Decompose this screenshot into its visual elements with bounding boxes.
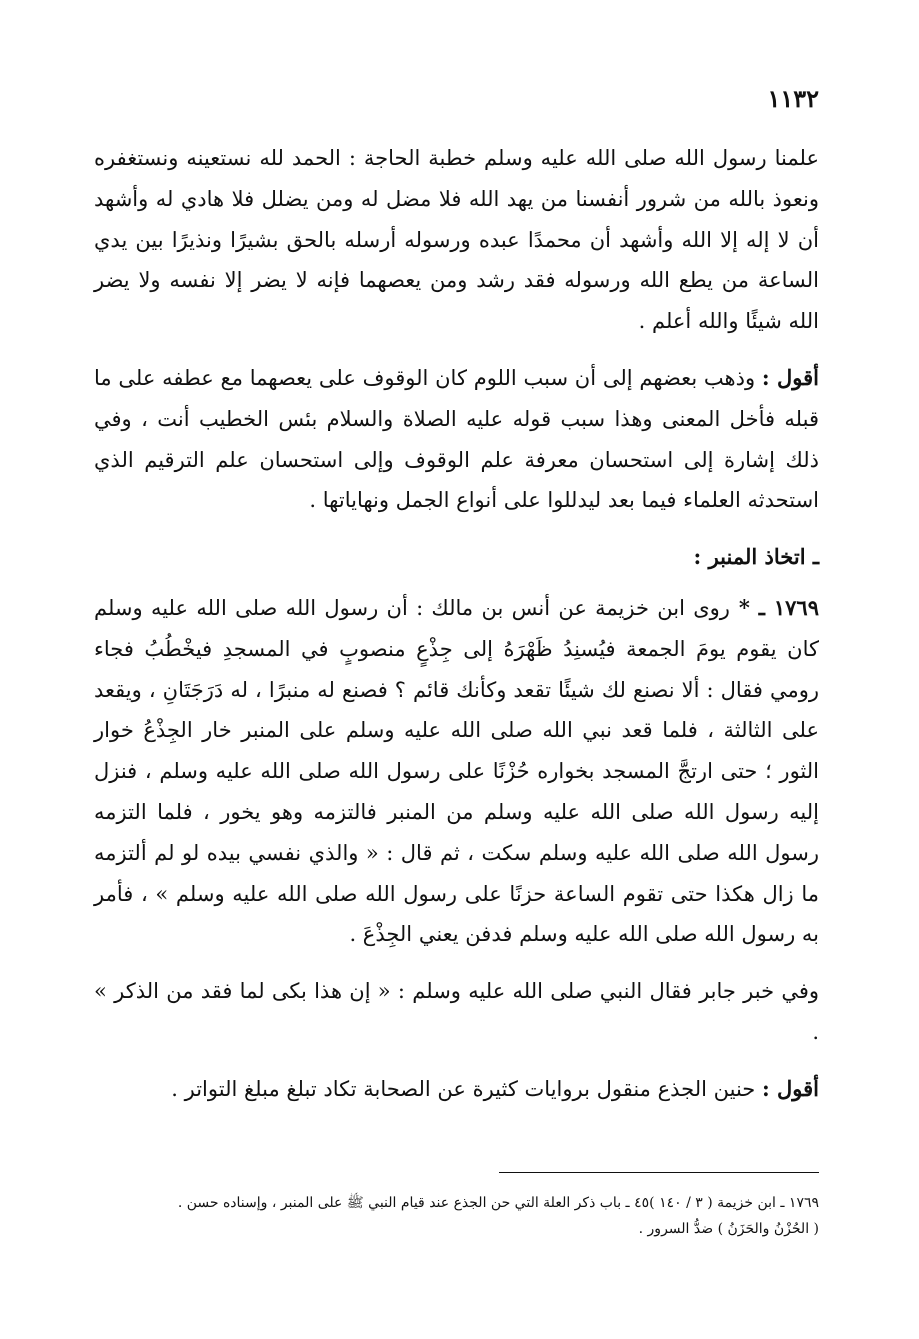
paragraph-khutba bbox=[94, 138, 819, 342]
footnote-gloss: ( الحُزْنُ والحَزَنُ ) ضدُّ السرور . bbox=[638, 1221, 819, 1237]
closing-text: حنين الجذع منقول بروايات كثيرة عن الصحابة تكاد تبلغ مبلغ التواتر . bbox=[171, 1076, 762, 1101]
footnote-divider bbox=[499, 1172, 819, 1173]
main-text bbox=[94, 138, 819, 1126]
hadith-number: ١٧٦٩ ـ * bbox=[729, 594, 819, 620]
hadith-text: روى ابن خزيمة عن أنس بن مالك : أن رسول الله صلى الله عليه وسلم كان يقوم يومَ الجمعة فيُسنِدُ ظَهْرَهُ إلى جِذْعٍ منصوبٍ في المسجدِ فيخْطُبُ فجاء رومي فقال : ألا نصنع لك شيئًا تقعد وكأنك قائم ؟ فصنع له منبرًا ، له دَرَجَتَانِ ، ويقعد على الثالثة ، فلما قعد نبي الله صلى الله عليه وسلم على المنبر خار الجِذْعُ خوار الثور ؛ حتى ارتجَّ المسجد بخواره حُزْنًا على رسول الله صلى الله عليه وسلم ، فنزل إليه رسول الله صلى الله عليه وسلم من المنبر فالتزمه وهو يخور ، فلما التزمه رسول الله صلى الله عليه وسلم سكت ، ثم قال : « والذي نفسي بيده لو لم ألتزمه ما زال هكذا حتى تقوم الساعة حزنًا على رسول الله صلى الله عليه وسلم » ، فأمر به رسول الله صلى الله عليه وسلم فدفن يعني الجِذْعَ . bbox=[94, 595, 819, 947]
page-number: ١١٣٢ bbox=[767, 84, 819, 113]
commentary-lead: أقول : bbox=[761, 364, 819, 390]
paragraph-khutba-text: علمنا رسول الله صلى الله عليه وسلم خطبة الحاجة : الحمد لله نستعينه ونستغفره ونعوذ بالله من شرور أنفسنا من يهد الله فلا مضل له ومن يضلل فلا هادي له وأشهد أن لا إله إلا الله وأشهد أن محمدًا عبده ورسوله أرسله بالحق بشيرًا ونذيرًا بين يدي الساعة من يطع الله ورسوله فقد رشد ومن يعصهما فإنه لا يضر إلا نفسه ولا يضر الله شيئًا والله أعلم . bbox=[94, 146, 819, 334]
footnote-1769: ١٧٦٩ ـ ابن خزيمة ( ٣ / ١٤٠ )٤٥ ـ باب ذكر العلة التي حن الجذع عند قيام النبي ﷺ على المنبر ، وإسناده حسن . bbox=[177, 1195, 819, 1211]
paragraph-commentary bbox=[94, 358, 819, 521]
footnotes bbox=[94, 1190, 819, 1242]
commentary-text: وذهب بعضهم إلى أن سبب اللوم كان الوقوف على يعصهما مع عطفه على ما قبله فأخل المعنى وهذا سبب قوله عليه الصلاة والسلام بئس الخطيب أنت ، وفي ذلك إشارة إلى استحسان معرفة علم الوقوف وإلى استحسان علم الترقيم الذي استحدثه العلماء فيما بعد ليدللوا على أنواع الجمل ونهاياتها . bbox=[94, 365, 819, 513]
closing-lead: أقول : bbox=[761, 1075, 819, 1101]
hadith-paragraph bbox=[94, 588, 819, 955]
closing-paragraph bbox=[94, 1069, 819, 1110]
jabir-paragraph: وفي خبر جابر فقال النبي صلى الله عليه وسلم : « إن هذا بكى لما فقد من الذكر » . bbox=[94, 979, 819, 1044]
section-heading: ـ اتخاذ المنبر : bbox=[693, 544, 819, 570]
